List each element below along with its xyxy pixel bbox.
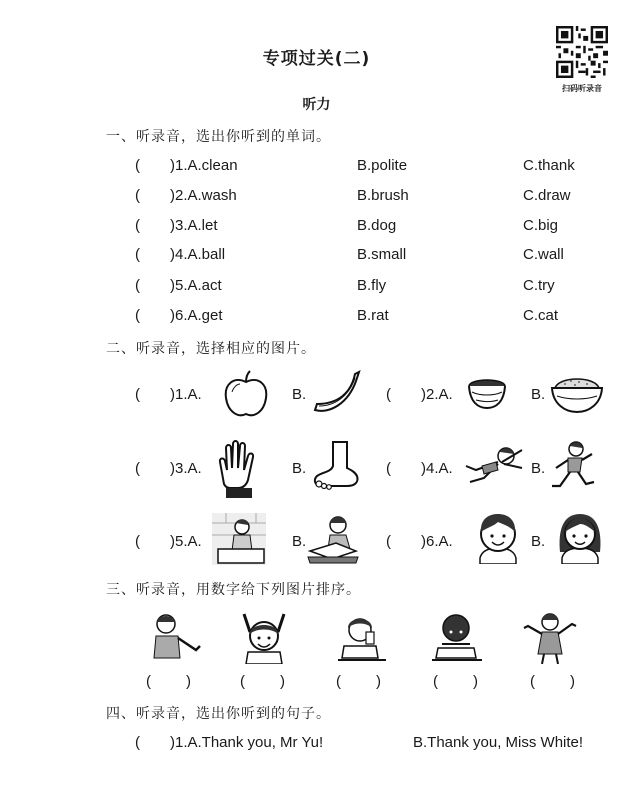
- answer-paren-open: (: [135, 157, 140, 174]
- option-a: )1.A.clean: [170, 157, 238, 174]
- list-item: [0, 246, 633, 270]
- option-b-label: B.: [292, 460, 307, 477]
- answer-paren-open: (: [135, 187, 140, 204]
- answer-paren-close: ): [473, 673, 478, 690]
- option-a: )3.A.let: [170, 217, 218, 234]
- answer-paren-open: (: [240, 673, 245, 690]
- option-a: )6.A.get: [170, 307, 223, 324]
- running-child-icon: [546, 440, 598, 492]
- option-b: B.rat: [357, 307, 389, 324]
- qr-code-icon[interactable]: [556, 26, 608, 78]
- option-b: B.fly: [357, 277, 387, 294]
- answer-paren-open: (: [135, 307, 140, 324]
- answer-paren-open: (: [433, 673, 438, 690]
- answer-paren-open: (: [135, 386, 140, 403]
- option-b-label: B.: [292, 533, 307, 550]
- noodle-bowl-icon: [466, 374, 508, 412]
- option-c: C.try: [523, 277, 555, 294]
- list-item: [0, 157, 633, 181]
- option-b-label: B.: [531, 460, 546, 477]
- list-item: [0, 217, 633, 241]
- option-a: )2.A.wash: [170, 187, 237, 204]
- option-a: )4.A.ball: [170, 246, 226, 263]
- option-a-label: )4.A.: [421, 460, 453, 477]
- option-a-label: )5.A.: [170, 533, 202, 550]
- section-2-heading: 二、听录音，选择相应的图片。: [106, 341, 316, 357]
- list-item: [0, 307, 633, 331]
- option-c: C.draw: [523, 187, 571, 204]
- answer-paren-open: (: [135, 533, 140, 550]
- option-c: C.wall: [523, 246, 564, 263]
- rice-bowl-icon: [549, 372, 605, 414]
- option-a-label: )3.A.: [170, 460, 202, 477]
- section-1-heading: 一、听录音，选出你听到的单词。: [106, 129, 331, 145]
- option-b: B.small: [357, 246, 407, 263]
- list-item: [0, 187, 633, 211]
- answer-paren-open: (: [336, 673, 341, 690]
- option-a-label: )1.A.: [170, 386, 202, 403]
- answer-paren-open: (: [386, 460, 391, 477]
- washing-child-icon: [212, 513, 266, 565]
- girl-waving-icon: [520, 610, 580, 664]
- section-subtitle: 听力: [302, 97, 331, 113]
- option-a: )1.A.Thank you, Mr Yu!: [170, 734, 324, 751]
- answer-paren-close: ): [376, 673, 381, 690]
- answer-paren-close: ): [280, 673, 285, 690]
- qr-caption: 扫码听录音: [562, 84, 602, 93]
- option-c: C.big: [523, 217, 559, 234]
- answer-paren-open: (: [135, 460, 140, 477]
- answer-paren-open: (: [386, 533, 391, 550]
- list-item: [0, 734, 633, 758]
- section-3-heading: 三、听录音，用数字给下列图片排序。: [106, 582, 361, 598]
- option-b: B.Thank you, Miss White!: [413, 734, 584, 751]
- answer-paren-open: (: [146, 673, 151, 690]
- answer-paren-open: (: [386, 386, 391, 403]
- answer-paren-open: (: [135, 734, 140, 751]
- answer-paren-close: ): [570, 673, 575, 690]
- option-c: C.cat: [523, 307, 559, 324]
- option-b: B.polite: [357, 157, 408, 174]
- banana-icon: [311, 368, 363, 418]
- list-item: [0, 277, 633, 301]
- option-b-label: B.: [292, 386, 307, 403]
- girl-face-icon: [554, 508, 606, 564]
- answer-paren-open: (: [530, 673, 535, 690]
- option-b: B.dog: [357, 217, 397, 234]
- option-c: C.thank: [523, 157, 575, 174]
- option-a-label: )6.A.: [421, 533, 453, 550]
- flying-child-icon: [462, 444, 528, 486]
- answer-paren-open: (: [135, 217, 140, 234]
- child-hands-up-icon: [236, 610, 292, 664]
- boy-face-icon: [472, 510, 524, 564]
- option-a-label: )2.A.: [421, 386, 453, 403]
- answer-paren-open: (: [135, 246, 140, 263]
- option-b-label: B.: [531, 533, 546, 550]
- option-b-label: B.: [531, 386, 546, 403]
- girl-drinking-icon: [336, 612, 388, 664]
- option-b: B.brush: [357, 187, 409, 204]
- answer-paren-close: ): [186, 673, 191, 690]
- answer-paren-open: (: [135, 277, 140, 294]
- section-4-heading: 四、听录音，选出你听到的句子。: [106, 706, 331, 722]
- reading-child-icon: [306, 513, 360, 565]
- hand-icon: [212, 440, 260, 502]
- boy-writing-icon: [430, 610, 484, 664]
- apple-icon: [222, 370, 270, 420]
- child-waving-icon: [146, 610, 202, 664]
- option-a: )5.A.act: [170, 277, 222, 294]
- foot-icon: [311, 440, 367, 492]
- page-title: 专项过关(二): [262, 49, 371, 69]
